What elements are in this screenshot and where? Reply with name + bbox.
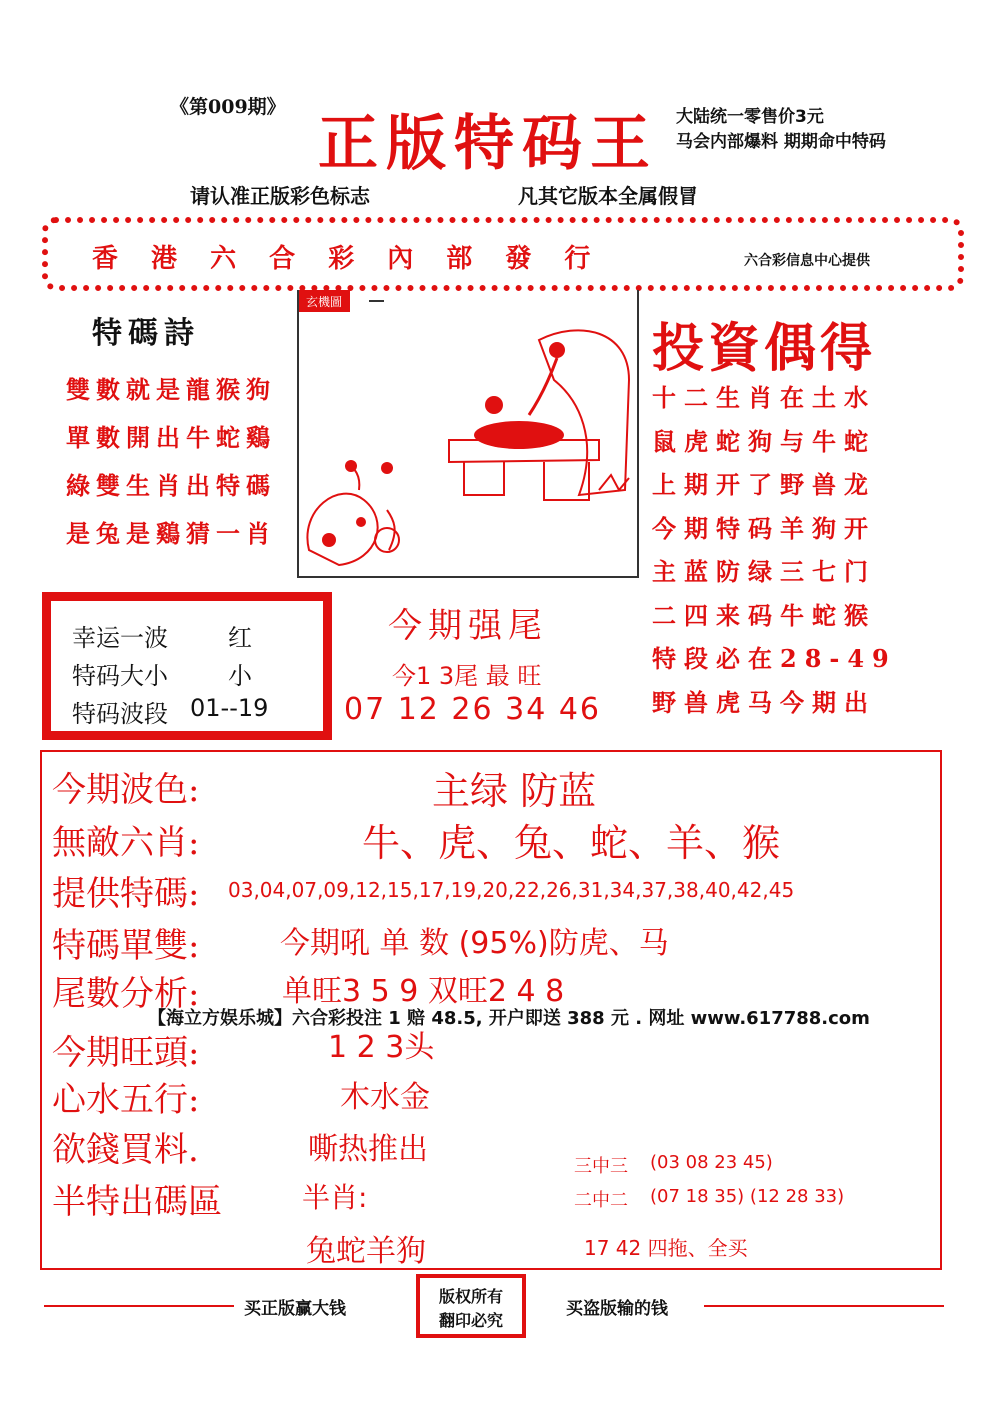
lucky-row-label: 特码波段 <box>72 700 168 728</box>
tail-analysis-label: 尾數分析: <box>52 974 200 1014</box>
three-in-three-label: 三中三 <box>574 1156 628 1177</box>
lucky-row-label: 幸运一波 <box>72 624 168 652</box>
wave-value: 主绿 防蓝 <box>432 769 597 813</box>
lucky-row-value: 小 <box>228 662 252 690</box>
stamp-line-1: 版权所有 <box>438 1287 503 1306</box>
invest-line: 野兽虎马今期出 <box>652 687 876 717</box>
poem-line: 是兔是鷄猜一肖 <box>66 519 276 548</box>
six-animals-value: 牛、虎、兔、蛇、羊、猴 <box>362 821 781 865</box>
lucky-row-label: 特码大小 <box>72 662 168 690</box>
header-tagline: 马会内部爆料 期期命中特码 <box>676 132 886 152</box>
poem-line: 綠雙生肖出特碼 <box>66 471 276 500</box>
scholar-picture-icon <box>299 290 637 576</box>
poem-line: 雙數就是龍猴狗 <box>66 375 276 404</box>
scholar-picture <box>297 290 639 578</box>
invest-line: 主蓝防绿三七门 <box>652 557 876 586</box>
lucky-row-value: 红 <box>228 624 252 652</box>
six-animals-label: 無敵六肖: <box>52 823 200 863</box>
details-left-border <box>40 750 42 1270</box>
half-special-label: 半特出碼區 <box>52 1182 222 1222</box>
notice-right: 凡其它版本全属假冒 <box>518 184 698 208</box>
poem-title: 特碼詩 <box>92 316 200 351</box>
wave-label: 今期波色: <box>52 770 200 810</box>
half-animal-label: 半肖: <box>302 1181 368 1214</box>
issue-number: 《第009期》 <box>170 96 286 118</box>
copyright-stamp <box>416 1274 526 1338</box>
parity-label: 特碼單雙: <box>52 926 200 966</box>
page-title: 正版特码王 <box>318 109 658 179</box>
combo-value: 17 42 四拖、全买 <box>584 1236 748 1260</box>
invest-title: 投資偶得 <box>652 318 877 379</box>
invest-line: 今期特码羊狗开 <box>652 513 876 543</box>
parity-value: 今期吼 单 数 (95%)防虎、马 <box>280 926 669 961</box>
footer-line-left <box>44 1305 234 1307</box>
details-top-border <box>40 750 942 752</box>
tail-subtitle: 今1 3尾 最 旺 <box>392 662 542 690</box>
five-elements-label: 心水五行: <box>52 1080 200 1120</box>
ad-banner[interactable]: 【海立方娱乐城】六合彩投注 1 赔 48.5, 开户即送 388 元 . 网址 www.617788.com <box>148 1008 870 1029</box>
footer-line-right <box>704 1305 944 1307</box>
five-elements-value: 木水金 <box>340 1080 430 1115</box>
stamp-line-2: 翻印必究 <box>438 1311 503 1330</box>
tail-title: 今期强尾 <box>388 606 548 646</box>
special-numbers-value: 03,04,07,09,12,15,17,19,20,22,26,31,34,37,38,40,42,45 <box>228 878 795 902</box>
banner-text: 香 港 六 合 彩 內 部 發 行 <box>92 244 603 274</box>
tail-numbers: 07 12 26 34 46 <box>344 692 602 727</box>
special-numbers-label: 提供特碼: <box>52 874 200 914</box>
price-note: 大陆统一零售价3元 <box>676 107 824 127</box>
notice-left: 请认准正版彩色标志 <box>190 184 370 208</box>
details-right-border <box>940 750 942 1270</box>
details-bottom-border <box>40 1268 942 1270</box>
invest-line: 二四来码牛蛇猴 <box>652 600 876 630</box>
footer-left-text: 买正版赢大钱 <box>244 1299 346 1319</box>
head-value: 1 2 3头 <box>328 1030 435 1065</box>
tail-analysis-value: 单旺3 5 9 双旺2 4 8 <box>282 974 565 1009</box>
two-in-two-value: (07 18 35) (12 28 33) <box>650 1186 845 1207</box>
invest-line: 上期开了野兽龙 <box>652 470 876 499</box>
two-in-two-label: 二中二 <box>574 1190 628 1211</box>
invest-line: 十二生肖在土水 <box>652 383 876 412</box>
poem-line: 單數開出牛蛇鷄 <box>66 423 276 452</box>
banner-provider: 六合彩信息中心提供 <box>744 253 870 269</box>
invest-line: 特段必在28-49 <box>652 644 897 673</box>
half-animals-value: 兔蛇羊狗 <box>306 1234 426 1269</box>
buy-info-label: 欲錢買料. <box>52 1130 199 1170</box>
lucky-row-value: 01--19 <box>190 694 269 722</box>
footer-right-text: 买盗版输的钱 <box>566 1299 668 1319</box>
three-in-three-value: (03 08 23 45) <box>650 1152 773 1173</box>
head-label: 今期旺頭: <box>52 1033 200 1073</box>
invest-line: 鼠虎蛇狗与牛蛇 <box>652 426 876 456</box>
picture-seal: 玄機圖 <box>305 295 343 309</box>
buy-info-value: 嘶热推出 <box>308 1132 428 1167</box>
